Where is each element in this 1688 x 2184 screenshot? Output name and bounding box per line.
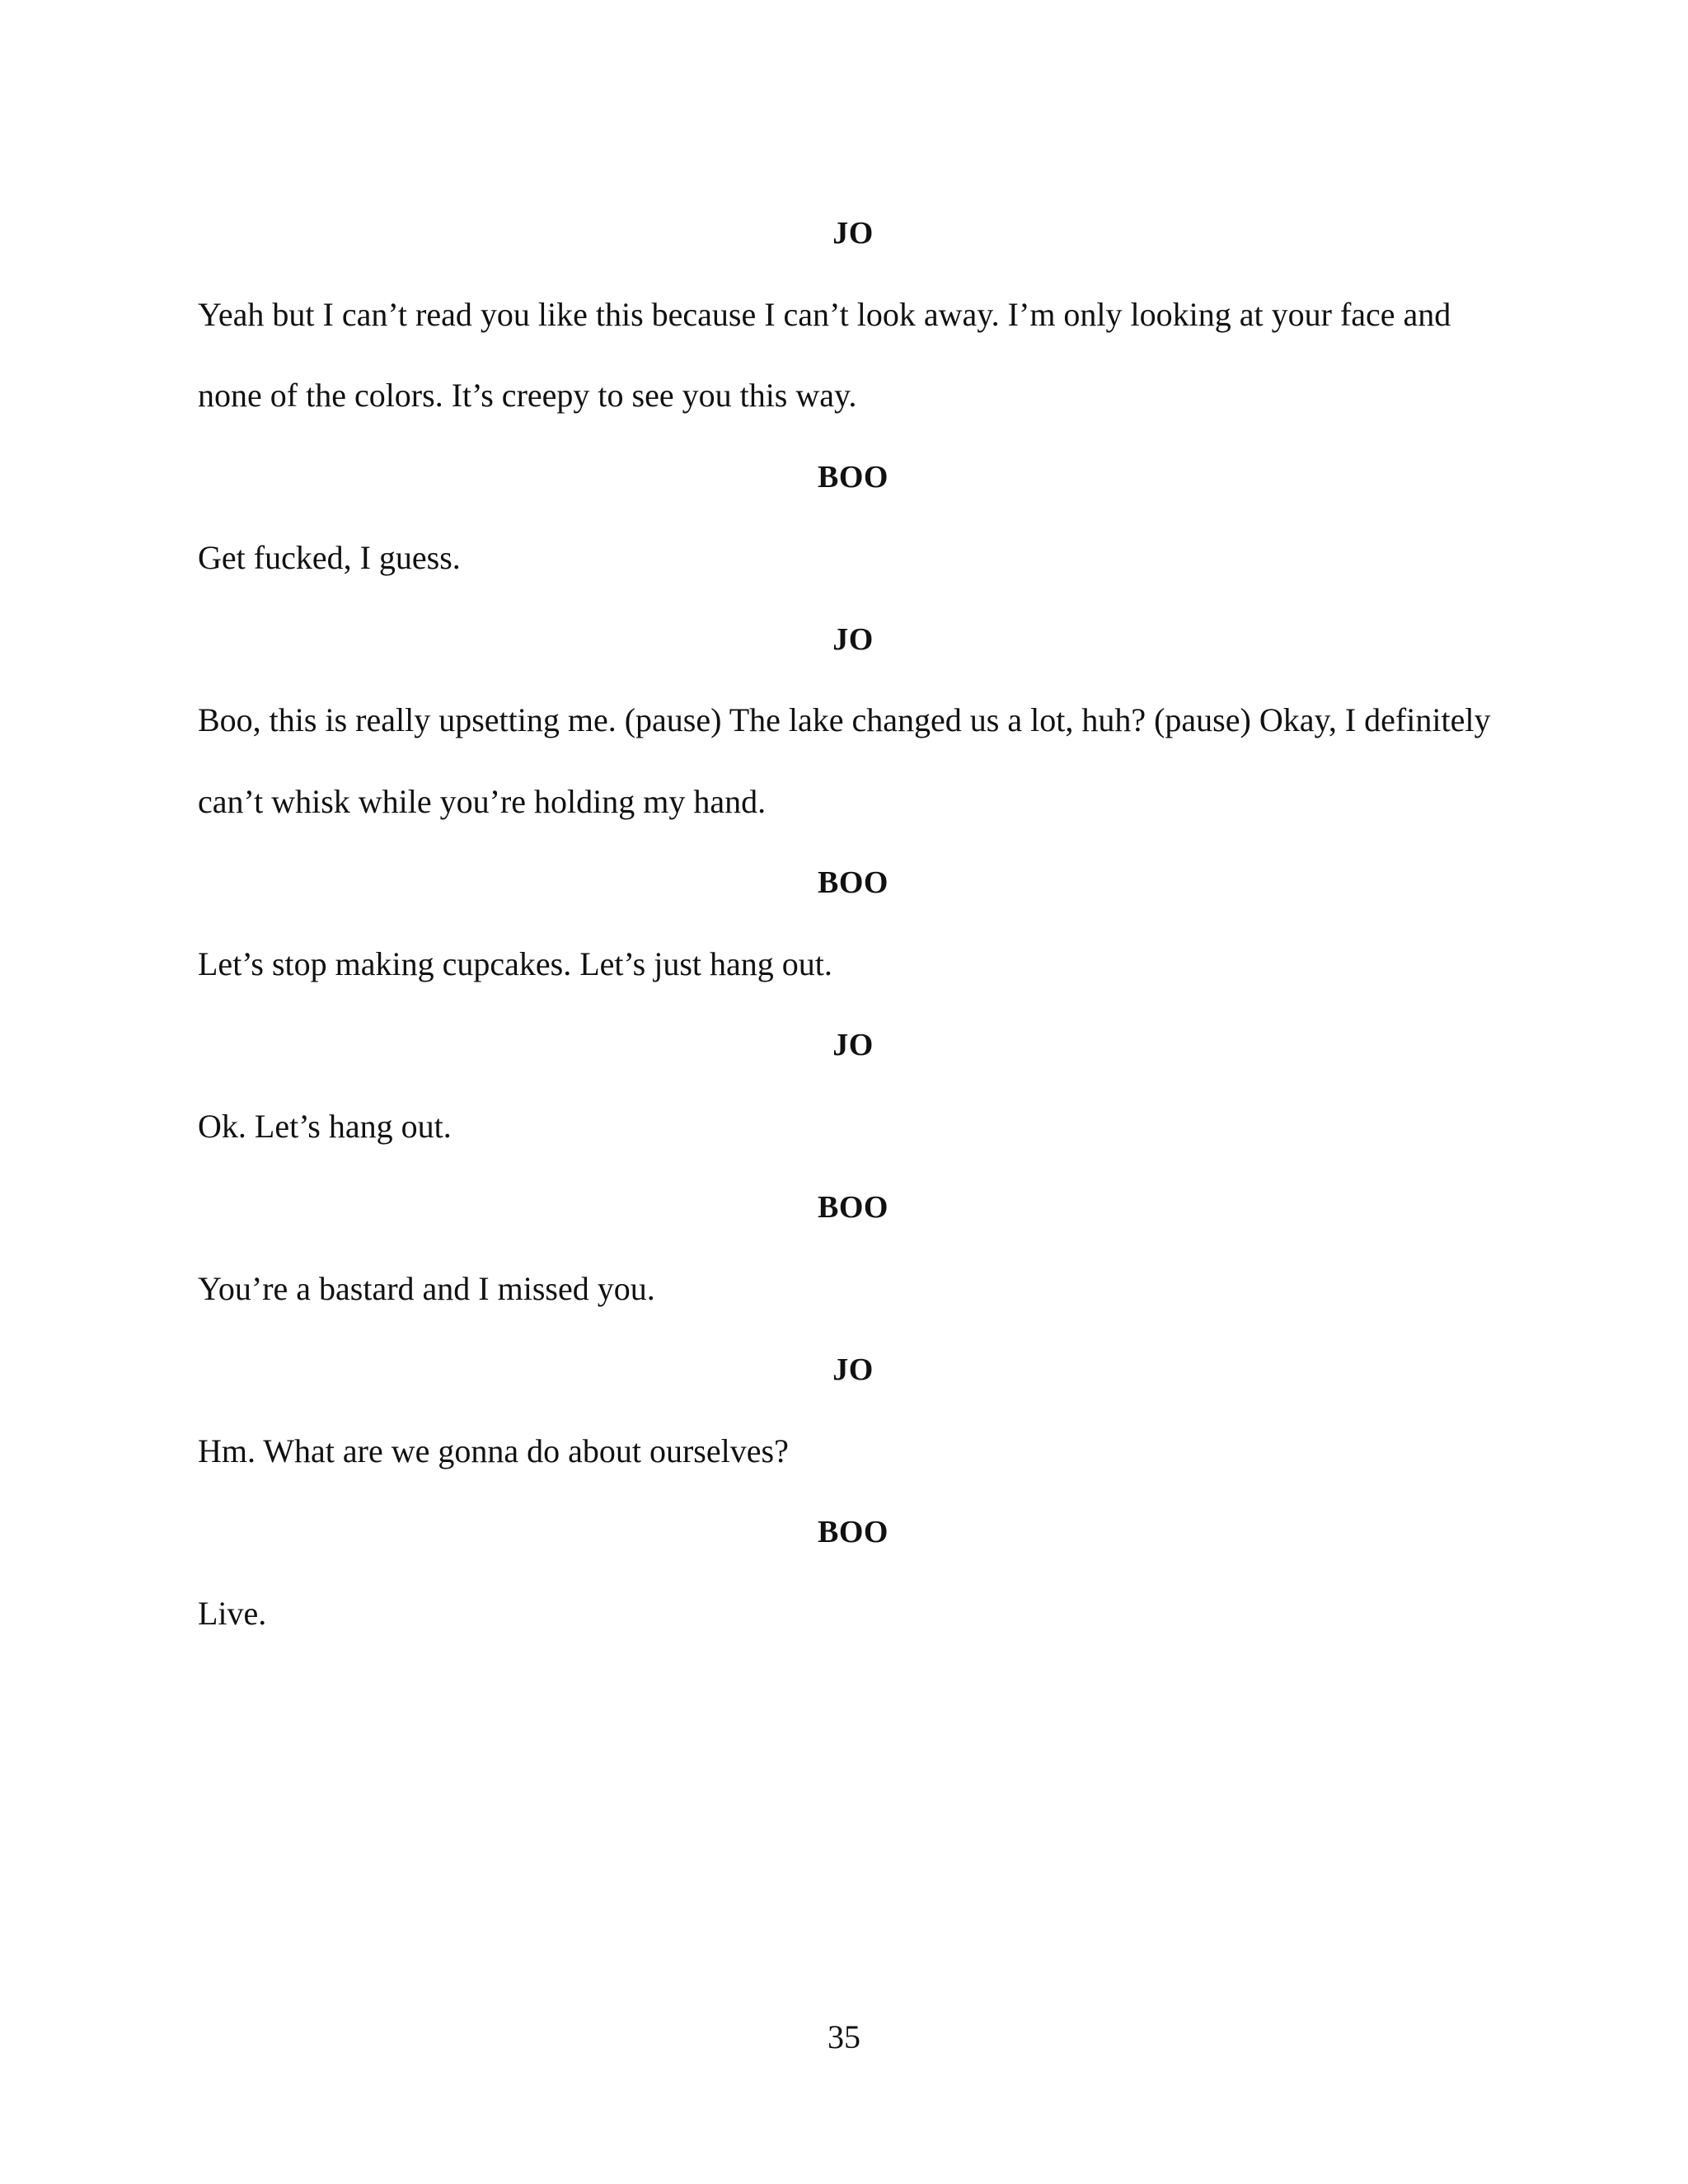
dialogue-line: Live.	[198, 1594, 267, 1632]
dialogue-entry	[198, 1492, 1508, 1654]
dialogue-block	[198, 193, 1508, 1654]
dialogue-entry	[198, 599, 1508, 843]
dialogue-line: Ok. Let’s hang out.	[198, 1107, 452, 1145]
speaker-name: BOO	[818, 1515, 889, 1549]
dialogue-line: Boo, this is really upsetting me. (pause) The lake changed us a lot, huh? (pause) Okay, I definitely can’t whisk while you’re holding my hand.	[198, 701, 1491, 820]
dialogue-entry	[198, 1329, 1508, 1492]
dialogue-entry	[198, 437, 1508, 599]
dialogue-line: You’re a bastard and I missed you.	[198, 1269, 655, 1307]
dialogue-line: Let’s stop making cupcakes. Let’s just hang out.	[198, 944, 832, 982]
speaker-name: JO	[832, 621, 874, 657]
dialogue-line: Yeah but I can’t read you like this because I can’t look away. I’m only looking at your face and none of the colors. It’s creepy to see you this way.	[198, 295, 1451, 414]
speaker-name: BOO	[818, 865, 889, 900]
speaker-name: JO	[832, 216, 874, 251]
dialogue-entry	[198, 1167, 1508, 1329]
speaker-name: JO	[832, 1352, 874, 1387]
dialogue-line: Get fucked, I guess.	[198, 539, 461, 576]
speaker-name: BOO	[818, 1190, 889, 1225]
dialogue-line: Hm. What are we gonna do about ourselves?	[198, 1432, 789, 1469]
speaker-name: BOO	[818, 459, 889, 494]
dialogue-entry	[198, 842, 1508, 1005]
dialogue-entry	[198, 193, 1508, 437]
speaker-name: JO	[832, 1028, 874, 1062]
dialogue-entry	[198, 1005, 1508, 1167]
page-number: 35	[828, 2018, 860, 2055]
